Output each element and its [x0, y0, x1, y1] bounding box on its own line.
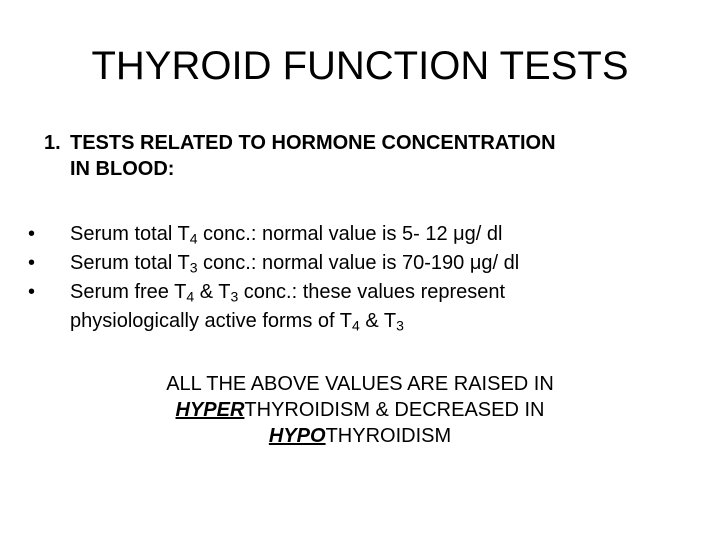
conclusion-block: [60, 371, 660, 449]
bullet-text: [70, 249, 708, 278]
subscript: 4: [186, 288, 195, 305]
conclusion-line-1: ALL THE ABOVE VALUES ARE RAISED IN: [166, 373, 554, 395]
bullet-text-part: conc.: normal value is 70-190 μg/ dl: [197, 252, 520, 274]
subscript: 4: [189, 230, 198, 247]
slide-title: THYROID FUNCTION TESTS: [91, 44, 629, 88]
conclusion-line-2: [60, 397, 660, 423]
subscript: 3: [396, 317, 404, 334]
conclusion-text-part: THYROIDISM & DECREASED IN: [244, 399, 545, 421]
bullet-text-part: Serum total T: [70, 252, 190, 274]
bullet-text-part: physiologically active forms of T: [70, 310, 352, 332]
bullet-text-part: & T: [359, 310, 397, 332]
bullet-text: [70, 278, 708, 307]
conclusion-line-3: [60, 423, 660, 449]
emphasis-hyper: HYPER: [175, 399, 245, 421]
bullet-symbol: •: [28, 223, 36, 245]
bullet-item: [28, 249, 708, 278]
subscript: 3: [189, 259, 198, 276]
bullet-symbol: •: [28, 281, 36, 303]
bullet-text-part: & T: [194, 281, 231, 303]
section-heading-line-2: IN BLOOD:: [70, 158, 175, 180]
bullet-list: [28, 220, 708, 336]
bullet-symbol: •: [28, 252, 36, 274]
bullet-item: [28, 278, 708, 336]
bullet-text: [70, 220, 708, 249]
bullet-text-continuation: [70, 307, 708, 336]
bullet-text-part: conc.: normal value is 5- 12 μg/ dl: [197, 223, 503, 245]
bullet-text-part: Serum total T: [70, 223, 190, 245]
emphasis-hypo: HYPO: [268, 425, 326, 447]
bullet-item: [28, 220, 708, 249]
conclusion-text-part: THYROIDISM: [325, 425, 452, 447]
bullet-text-part: Serum free T: [70, 281, 187, 303]
section-heading-line-1: TESTS RELATED TO HORMONE CONCENTRATION: [70, 132, 556, 154]
section-heading: [44, 130, 684, 182]
section-number: 1.: [44, 132, 61, 154]
bullet-text-part: conc.: these values represent: [238, 281, 506, 303]
subscript: 3: [230, 288, 239, 305]
subscript: 4: [351, 317, 360, 334]
